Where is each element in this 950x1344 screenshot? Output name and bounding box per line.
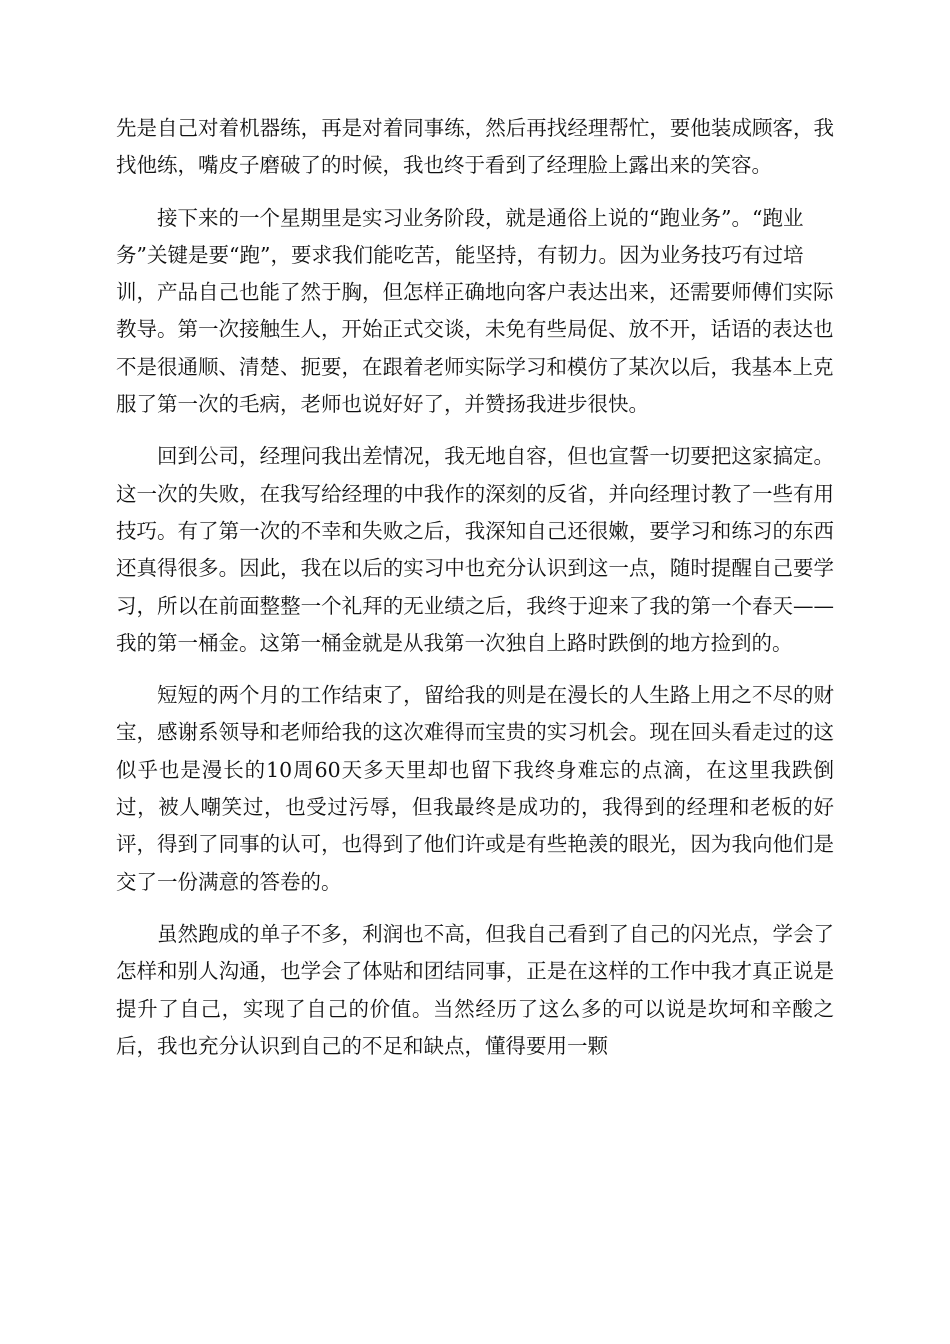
paragraph-3: 回到公司，经理问我出差情况，我无地自容，但也宣誓一切要把这家搞定。这一次的失败，在我写给经理的中我作的深刻的反省，并向经理讨教了一些有用技巧。有了第一次的不幸和失败之后，我深知自己还很嫩，要学习和练习的东西还真得很多。因此，我在以后的实习中也充分认识到这一点，随时提醒自己要学习，所以在前面整整一个礼拜的无业绩之后，我终于迎来了我的第一个春天——我的第一桶金。这第一桶金就是从我第一次独自上路时跌倒的地方捡到的。 [116,444,834,655]
paragraph-1: 先是自己对着机器练，再是对着同事练，然后再找经理帮忙，要他装成顾客，我找他练，嘴皮子磨破了的时候，我也终于看到了经理脸上露出来的笑容。 [116,116,834,178]
document-body [116,110,834,1080]
paragraph-4: 短短的两个月的工作结束了，留给我的则是在漫长的人生路上用之不尽的财宝，感谢系领导和老师给我的这次难得而宝贵的实习机会。现在回头看走过的这似乎也是漫长的10周60天多天里却也留下我终身难忘的点滴，在这里我跌倒过，被人嘲笑过，也受过污辱，但我最终是成功的，我得到的经理和老板的好评，得到了同事的认可，也得到了他们许或是有些艳羡的眼光，因为我向他们是交了一份满意的答卷的。 [116,683,834,894]
paragraph-5: 虽然跑成的单子不多，利润也不高，但我自己看到了自己的闪光点，学会了怎样和别人沟通，也学会了体贴和团结同事，正是在这样的工作中我才真正说是提升了自己，实现了自己的价值。当然经历了这么多的可以说是坎坷和辛酸之后，我也充分认识到自己的不足和缺点，懂得要用一颗 [116,921,834,1058]
paragraph-2: 接下来的一个星期里是实习业务阶段，就是通俗上说的“跑业务”。“跑业务”关键是要“跑”，要求我们能吃苦，能坚持，有韧力。因为业务技巧有过培训，产品自己也能了然于胸，但怎样正确地向客户表达出来，还需要师傅们实际教导。第一次接触生人，开始正式交谈，未免有些局促、放不开，话语的表达也不是很通顺、清楚、扼要，在跟着老师实际学习和模仿了某次以后，我基本上克服了第一次的毛病，老师也说好好了，并赞扬我进步很快。 [116,205,834,417]
